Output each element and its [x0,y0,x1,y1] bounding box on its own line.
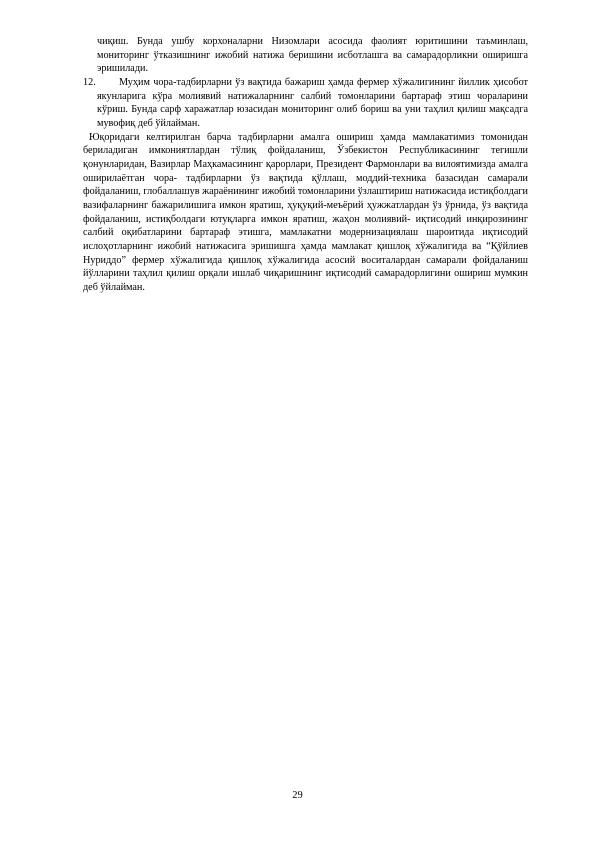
paragraph-continuation: чиқиш. Бунда ушбу корхоналарни Низомлари асосида фаолият юритишини таъминлаш, мониторинг ўтказишнинг ижобий натижа беришини исботлашга ва самарадорликни оширишга эришилади. [97,36,528,75]
list-item-text: Муҳим чора-тадбирларни ўз вақтида бажариш ҳамда фермер хўжалигининг йиллик ҳисобот якунларига кўра молиявий натижаларнинг салбий томонларини бартараф этиш чораларини кўриш. Бунда сарф харажатлар юзасидан мониторинг олиб бориш ва уни таҳлил қилиш мақсадга мувофиқ деб ўйлайман. [97,76,528,129]
body-text [83,35,528,294]
main-paragraph: Юқоридаги келтирилган барча тадбирларни амалга ошириш ҳамда мамлакатимиз томонидан бериладиган имкониятлардан тўлиқ фойдаланиш, Ўзбекистон Республикасининг тегишли қонунларидан, Вазирлар Маҳкамасининг қарорлари, Президент Фармонлари ва вилоятимизда амалга оширилаётган чора- тадбирларни ўз вақтида қўллаш, моддий-техника базасидан самарали фойдаланиш, глобаллашув жараёнининг ижобий томонларини ўзлаштириш натижасида истиқболдаги вазифаларнинг бажарилишига имкон яратиш, ҳуқуқий-меъёрий ҳужжатлардан ўз ўрнида, ўз вақтида фойдаланиш, истиқболдаги ютуқларга имкон яратиш, жаҳон молиявий- иқтисодий инқирозининг салбий оқибатларини бартараф этишга, мамлакатни модернизациялаш шароитида иқтисодий ислоҳотларнинг ижобий натижасига эришишга ҳамда мамлакат қишлоқ хўжалигида ва “Қўйлиев Нуриддо” фермер хўжалигида қишлоқ хўжалигида асосий воситалардан самарали фойдаланиш йўлларини таҳлил қилиш орқали ишлаб чиқаришнинг иқтисодий самарадорлигини ошириш мумкин деб ўйлайман. [83,131,528,293]
page-number: 29 [292,790,303,801]
list-item-number: 12. [83,76,96,88]
list-item-12 [83,76,528,131]
